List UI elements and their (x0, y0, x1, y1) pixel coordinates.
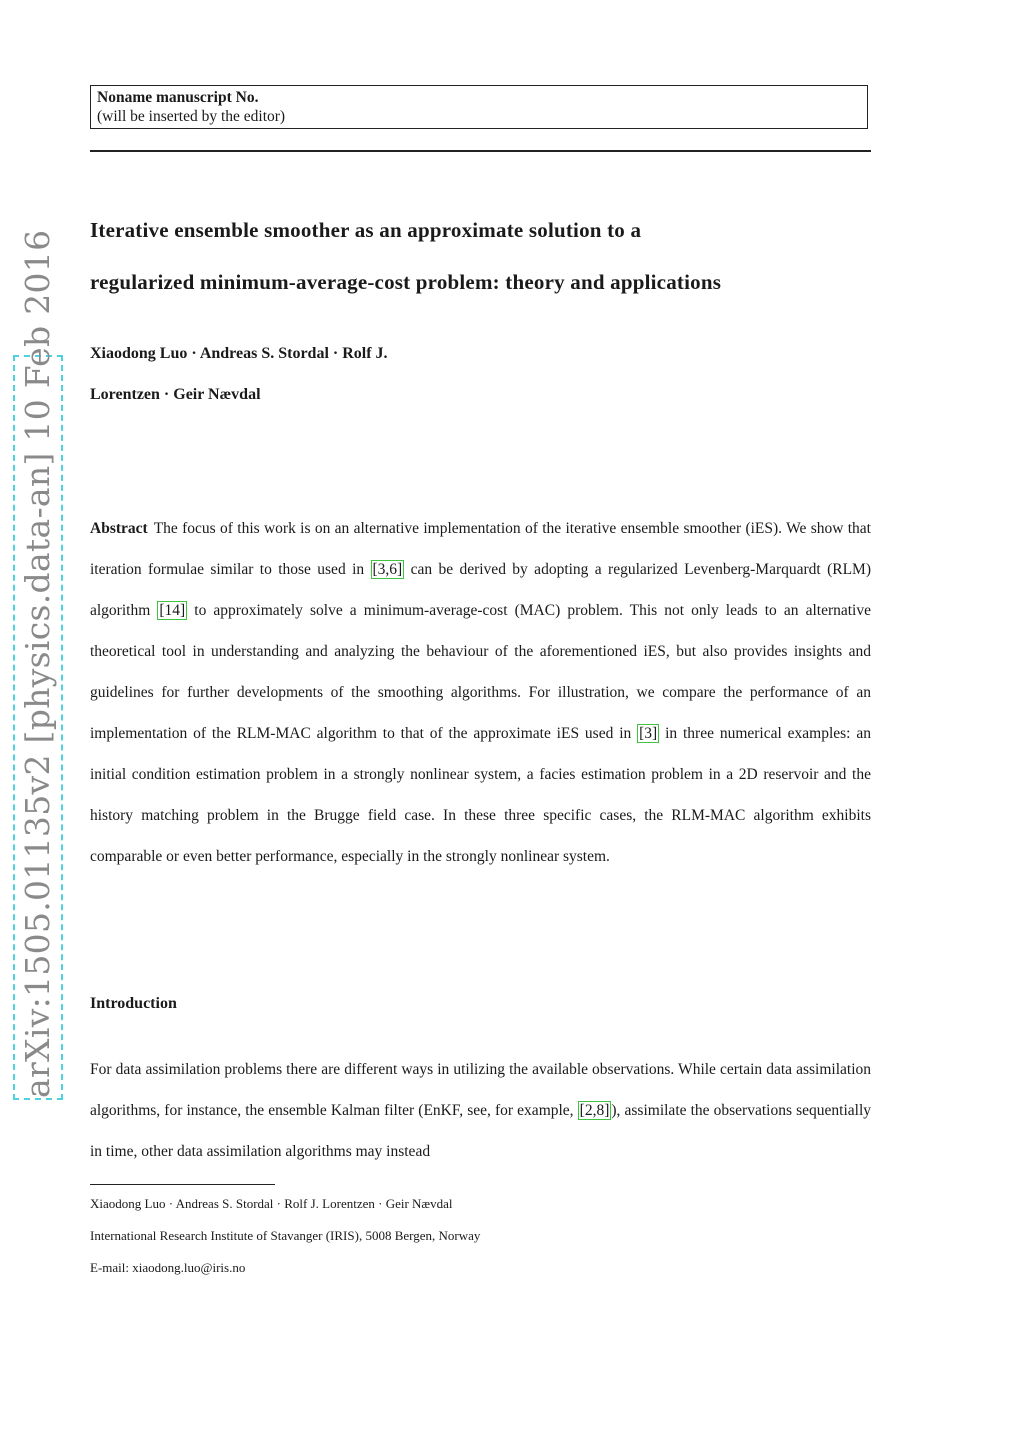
intro-text-2: ), assimilate the observations sequentially in time, other data assimilation algorithms may instead (90, 1102, 871, 1160)
author-list (90, 333, 590, 415)
arxiv-identifier-stamp[interactable]: arXiv:1505.01135v2 [physics.data-an] 10 Feb 2016 (13, 355, 63, 1100)
introduction-paragraph (90, 1049, 871, 1172)
abstract-paragraph (90, 508, 871, 877)
citation-link[interactable]: [14] (159, 602, 186, 619)
manuscript-number-label: Noname manuscript No. (97, 89, 259, 106)
footnote-rule (90, 1184, 275, 1185)
abstract-label: Abstract (90, 520, 148, 537)
authors-line-2: Lorentzen · Geir Nævdal (90, 386, 261, 403)
editor-note: (will be inserted by the editor) (97, 108, 286, 125)
header-rule (90, 150, 871, 152)
footnote-authors: Xiaodong Luo · Andreas S. Stordal · Rolf J. Lorentzen · Geir Nævdal (90, 1196, 453, 1211)
abstract-text-4: in three numerical examples: an initial condition estimation problem in a strongly nonlinear system, a facies estimation problem in a 2D reservoir and the history matching problem in the Brugge field case. In these three specific cases, the RLM-MAC algorithm exhibits comparable or even better performance, especially in the strongly nonlinear system. (90, 725, 871, 865)
authors-line-1: Xiaodong Luo · Andreas S. Stordal · Rolf J. (90, 345, 388, 362)
footnote-affiliation: International Research Institute of Stavanger (IRIS), 5008 Bergen, Norway (90, 1228, 481, 1243)
citation-link[interactable]: [3,6] (372, 561, 403, 578)
paper-title (90, 204, 890, 308)
footnote-email: E-mail: xiaodong.luo@iris.no (90, 1260, 246, 1275)
citation-link[interactable]: [2,8] (579, 1102, 610, 1119)
manuscript-header-box (90, 85, 868, 129)
section-heading-introduction: Introduction (90, 995, 177, 1012)
intro-text-1: For data assimilation problems there are different ways in utilizing the available observations. While certain data assimilation algorithms, for instance, the ensemble Kalman filter (EnKF, see, for example, (90, 1061, 871, 1119)
abstract-text-2: can be derived by adopting a regularized Levenberg-Marquardt (RLM) algorithm (90, 561, 871, 619)
title-line-1: Iterative ensemble smoother as an approximate solution to a (90, 218, 642, 242)
citation-link[interactable]: [3] (639, 725, 658, 742)
abstract-text-1: The focus of this work is on an alternative implementation of the iterative ensemble smoother (iES). We show that iteration formulae similar to those used in (90, 520, 871, 578)
footnote-block (90, 1188, 790, 1284)
abstract-text-3: to approximately solve a minimum-average-cost (MAC) problem. This not only leads to an alternative theoretical tool in understanding and analyzing the behaviour of the aforementioned iES, but also provides insights and guidelines for further developments of the smoothing algorithms. For illustration, we compare the performance of an implementation of the RLM-MAC algorithm to that of the approximate iES used in (90, 602, 871, 742)
title-line-2: regularized minimum-average-cost problem: theory and applications (90, 270, 722, 294)
